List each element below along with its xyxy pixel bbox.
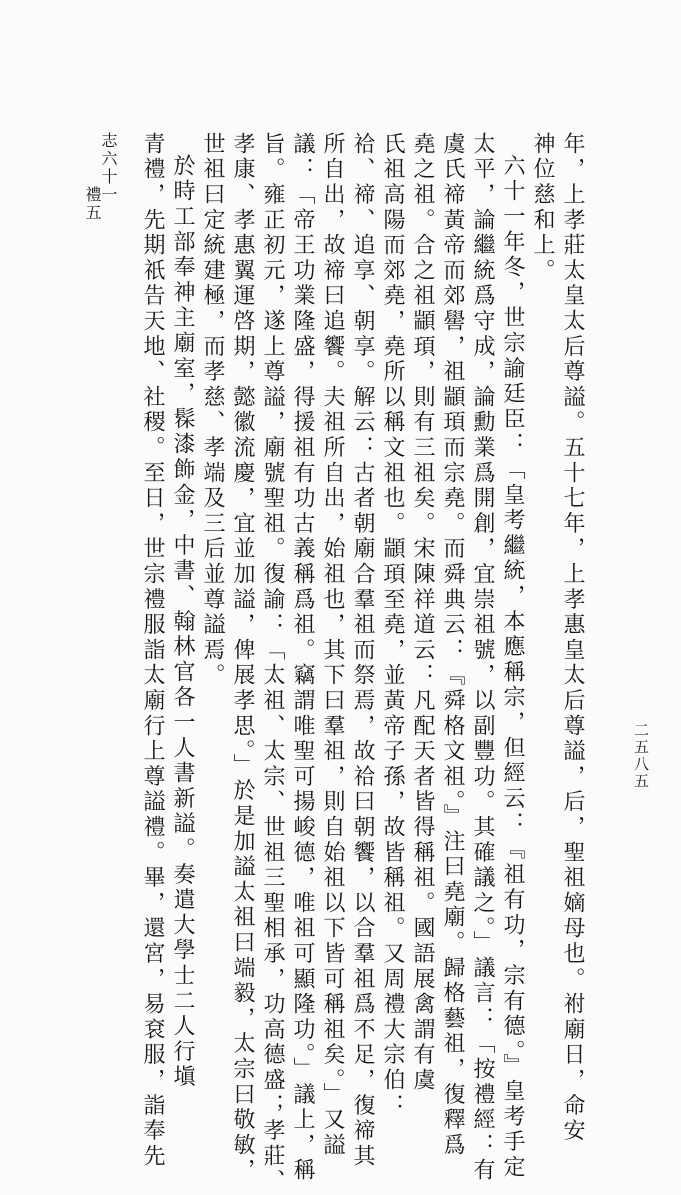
volume-label: 志六十一	[99, 132, 118, 204]
text-column-10: 議：「帝王功業隆盛，得援祖有功古義稱爲祖。竊謂唯聖可揚峻德，唯祖可顯隆功。」議上，稱	[290, 132, 315, 1184]
text-column-9: 所自出，故禘曰追饗。夫祖所自出，始祖也，其下曰羣祖，則自始祖以下皆可稱祖矣。」又謚	[320, 132, 345, 1159]
page-number: 二五八五	[632, 722, 650, 790]
text-column-11: 旨。雍正初元，遂上尊謚，廟號聖祖。復諭：「太祖、太宗、世祖三聖相承，功高德盛；孝莊、	[260, 132, 285, 1195]
text-column-3: 六十一年冬，世宗諭廷臣：「皇考繼統，本應稱宗，但經云：『祖有功，宗有德。』皇考手定	[500, 154, 525, 1181]
text-column-1: 年，上孝莊太皇太后尊謚。五十七年，上孝惠皇太后尊謚，后，聖祖嫡母也。祔廟日，命安	[560, 132, 585, 1144]
text-column-8: 祫、禘、追享、朝享。解云：古者朝廟合羣祖而祭焉，故祫曰朝饗，以合羣祖爲不足，復禘其	[350, 132, 375, 1170]
chapter-margin-label	[84, 132, 116, 222]
text-column-7: 氏祖高陽而郊堯，堯所以稱文祖也。顓頊至堯，並黃帝子孫，故皆稱祖。又周禮大宗伯：	[380, 132, 405, 1119]
text-column-14: 於時工部奉神主廟室，髹漆飾金，中書、翰林官各一人書新謚。奏遣大學士二人行塡	[170, 154, 195, 1091]
text-column-2: 神位慈和上。	[530, 132, 555, 284]
section-label: 禮五	[83, 186, 102, 222]
text-column-6: 堯之祖。合之祖顓頊，則有三祖矣。宋陳祥道云：凡配天者皆得稱祖。國語展禽謂有虞	[410, 132, 435, 1094]
text-column-13: 世祖曰定統建極，而孝慈、孝端及三后並尊謚焉。	[200, 132, 225, 689]
text-column-4: 太平，論繼統爲守成，論勳業爲開創，宜崇祖號，以副豐功。其確議之。」議言：「按禮經：有	[470, 132, 495, 1184]
text-column-15: 青禮，先期祇告天地、社稷。至日，世宗禮服詣太廟行上尊謚禮。畢，還宮，易袞服，詣奉先	[140, 132, 165, 1170]
text-column-5: 虞氏禘黃帝而郊嚳，祖顓頊而宗堯。而舜典云：『舜格文祖。』注曰堯廟。歸格藝祖，復釋爲	[440, 132, 465, 1159]
text-column-12: 孝康、孝惠翼運啓期，懿徽流慶，宜並加謚，俾展孝思。」於是加謚太祖曰端毅，太宗曰敬敏，	[230, 132, 255, 1184]
